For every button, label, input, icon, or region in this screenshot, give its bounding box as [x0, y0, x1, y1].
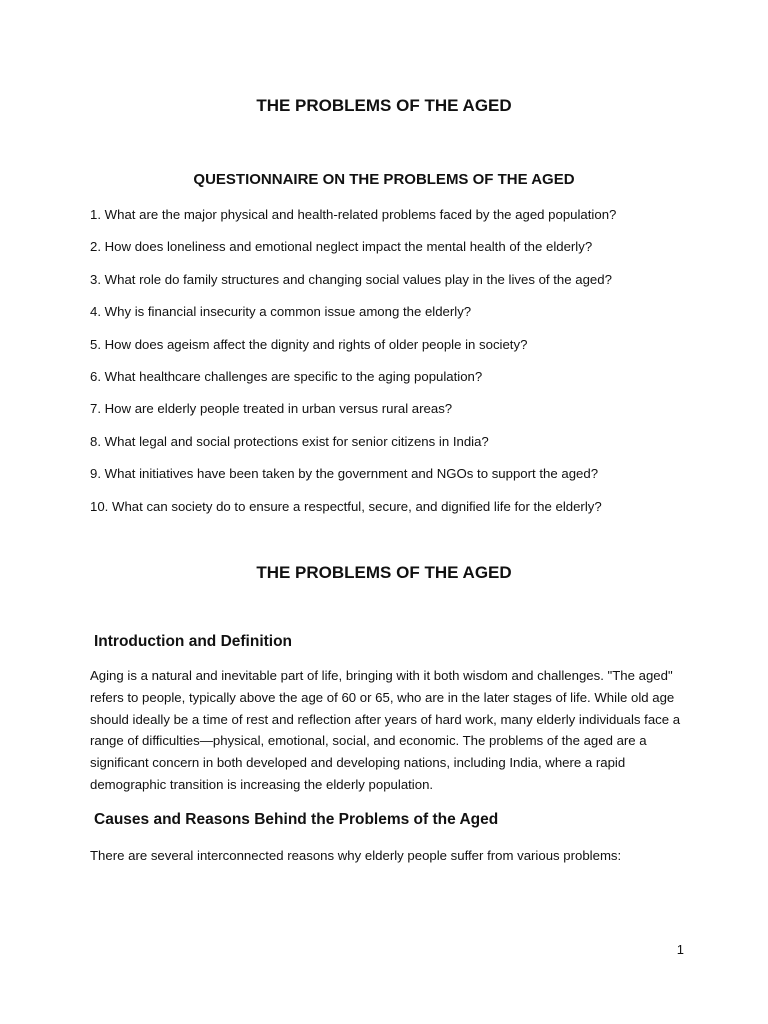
question-item: 8. What legal and social protections exist for senior citizens in India? — [90, 433, 489, 449]
page-number: 1 — [676, 942, 684, 957]
question-item: 5. How does ageism affect the dignity and rights of older people in society? — [90, 336, 528, 352]
intro-heading: Introduction and Definition — [94, 633, 293, 650]
question-item: 3. What role do family structures and changing social values play in the lives of the aged? — [90, 271, 612, 287]
question-item: 2. How does loneliness and emotional neglect impact the mental health of the elderly? — [90, 239, 593, 255]
questionnaire-heading: QUESTIONNAIRE ON THE PROBLEMS OF THE AGED — [193, 171, 575, 188]
question-item: 10. What can society do to ensure a respectful, secure, and dignified life for the elderly? — [90, 498, 602, 514]
question-item: 4. Why is financial insecurity a common issue among the elderly? — [90, 304, 472, 320]
causes-paragraph: There are several interconnected reasons why elderly people suffer from various problems: — [90, 848, 622, 863]
question-item: 7. How are elderly people treated in urban versus rural areas? — [90, 401, 453, 417]
question-item: 9. What initiatives have been taken by the government and NGOs to support the aged? — [90, 466, 599, 482]
intro-paragraph: Aging is a natural and inevitable part of life, bringing with it both wisdom and challenges. "The aged" refers to people, typically above the age of 60 or 65, who are in the later stages of life. While old age should ideally be a time of rest and reflection after years of hard work, many elderly individuals face a range of difficulties—physical, emotional, social, and economic. The problems of the aged are a significant concern in both developed and developing nations, including India, where a rapid demographic transition is increasing the elderly population. — [90, 668, 681, 792]
question-item: 1. What are the major physical and health-related problems faced by the aged population? — [90, 207, 617, 222]
document-title: THE PROBLEMS OF THE AGED — [256, 96, 512, 115]
causes-heading: Causes and Reasons Behind the Problems of the Aged — [94, 811, 499, 828]
questionnaire-list — [90, 206, 700, 530]
question-item: 6. What healthcare challenges are specific to the aging population? — [90, 368, 483, 384]
section-title: THE PROBLEMS OF THE AGED — [256, 563, 512, 582]
